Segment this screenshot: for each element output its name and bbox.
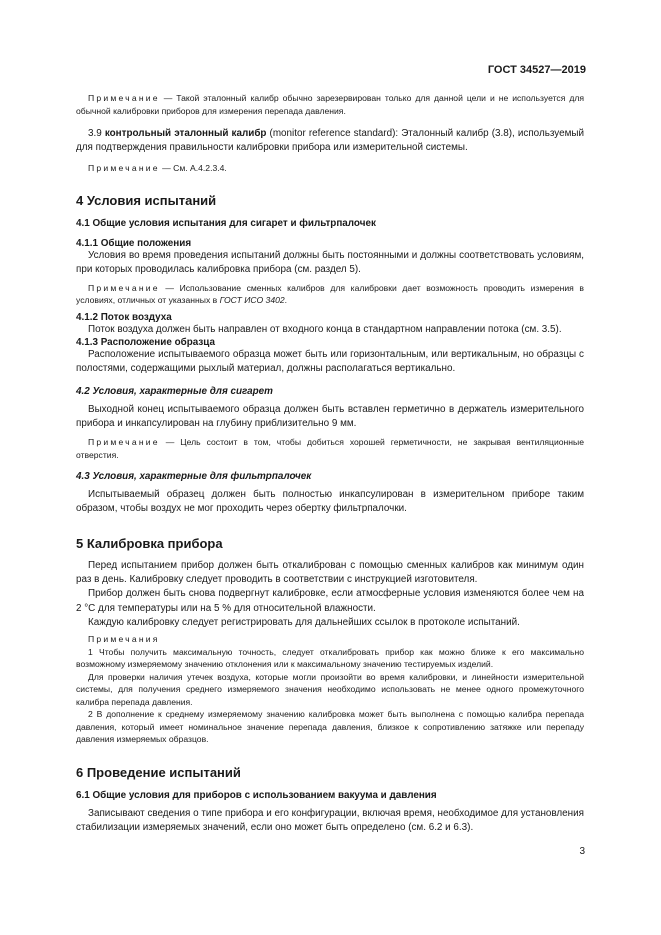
standard-reference: ГОСТ ИСО 3402 xyxy=(219,295,285,306)
note-paragraph: Примечание — Такой эталонный калибр обычно зарезервирован только для данной цели и не используется для обычной калибровки приборов для измерения перепада давления. xyxy=(76,93,584,116)
body-paragraph: Поток воздуха должен быть направлен от входного конца в стандартном направлении потока (см. 3.5). xyxy=(88,323,562,335)
subsection-heading: 4.1.1 Общие положения xyxy=(76,238,192,250)
subsection-heading: 4.2 Условия, характерные для сигарет xyxy=(76,385,273,397)
section-heading: 6 Проведение испытаний xyxy=(76,764,241,780)
page-number: 3 xyxy=(579,846,585,857)
note-paragraph: Примечание — См. А.4.2.3.4. xyxy=(88,162,227,173)
notes-label: Примечания xyxy=(88,634,160,645)
body-paragraph: Условия во время проведения испытаний должны быть постоянными и должны соответствовать условиям, при которых проводилась калибровка прибора (см. раздел 5). xyxy=(76,250,584,276)
term: контрольный эталонный калибр xyxy=(104,128,267,139)
body-paragraph: Прибор должен быть снова подвергнут калибровке, если атмосферные условия изменяются более чем на 2 °С для температуры или на 5 % для относительной влажности. xyxy=(76,588,584,614)
document-id: ГОСТ 34527—2019 xyxy=(487,64,586,76)
body-paragraph: Перед испытанием прибор должен быть откалиброван с помощью сменных калибров как минимум один раз в день. Калибровку следует проводить в соответствии с инструкцией изготовителя. xyxy=(76,559,584,586)
subsection-heading: 4.1.2 Поток воздуха xyxy=(76,311,172,323)
subsection-heading: 4.1.3 Расположение образца xyxy=(76,336,215,348)
note-item: 2 В дополнение к среднему измеряемому значению калибровка может быть выполнена с помощью калибра перепада давления, который имеет номинальное значение перепада давления, близкое к сопротивлению затяжке или перепаду давления измеряемых образцов. xyxy=(76,709,584,745)
body-paragraph: Испытываемый образец должен быть полностью инкапсулирован в измерительном приборе таким образом, чтобы воздух не мог проходить через обертку фильтрпалочки. xyxy=(76,489,584,515)
note-item: Для проверки наличия утечек воздуха, которые могли произойти во время калибровки, и линейности измерительной системы, для получения среднего измеряемого значения необходимо использовать не менее одного промежуточного калибра перепада давления. xyxy=(76,671,584,707)
note-paragraph: Примечание — Цель состоит в том, чтобы добиться хорошей герметичности, не закрывая вентиляционные отверстия. xyxy=(76,437,584,460)
body-paragraph: Расположение испытываемого образца может быть или горизонтальным, или вертикальным, но образцы с полостями, содержащими рыхлый материал, должны располагаться вертикально. xyxy=(76,348,584,375)
section-heading: 5 Калибровка прибора xyxy=(76,535,223,551)
body-paragraph: Каждую калибровку следует регистрировать для дальнейших ссылок в протоколе испытаний. xyxy=(88,616,520,628)
note-item: 1 Чтобы получить максимальную точность, следует откалибровать прибор как можно ближе к его максимально возможному измеряемому значению отклонения или к максимальному значению тестируемых изделий. xyxy=(76,646,584,670)
subsection-heading: 4.1 Общие условия испытания для сигарет и фильтрпалочек xyxy=(76,218,376,230)
definition-3-9: 3.9 контрольный эталонный калибр (monitor reference standard): Эталонный калибр (3.8), используемый для подтверждения правильности калибровки прибора или измерительной системы. xyxy=(76,128,584,154)
section-heading: 4 Условия испытаний xyxy=(76,193,217,209)
body-paragraph: Выходной конец испытываемого образца должен быть вставлен герметично в держатель измерительного прибора и инкапсулирован на глубину приблизительно 9 мм. xyxy=(76,403,584,429)
note-label: Примечание xyxy=(88,93,160,103)
note-paragraph: Примечание — Использование сменных калибров для калибровки дает возможность проводить измерения в условиях, отличных от указанных в ГОСТ ИСО 3402. xyxy=(76,282,584,306)
subsection-heading: 6.1 Общие условия для приборов с использованием вакуума и давления xyxy=(76,789,437,801)
page-content xyxy=(76,92,584,835)
subsection-heading: 4.3 Условия, характерные для фильтрпалочек xyxy=(76,471,312,483)
body-paragraph: Записывают сведения о типе прибора и его конфигурации, включая время, необходимое для установления стабилизации измеряемых значений, если оно может быть определено (см. 6.2 и 6.3). xyxy=(76,807,584,834)
